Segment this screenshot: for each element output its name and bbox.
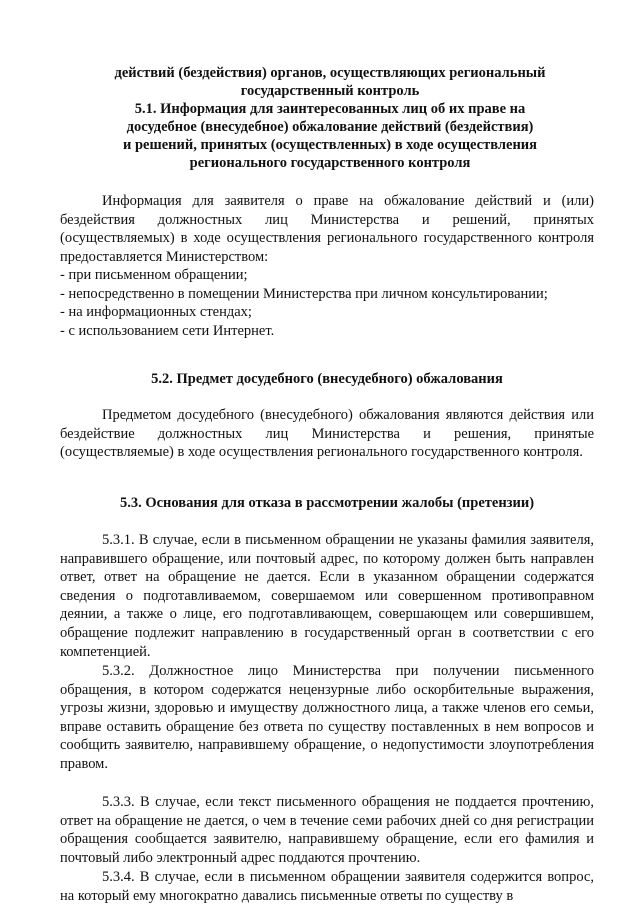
s52-heading: 5.2. Предмет досудебного (внесудебного) обжалования — [151, 371, 503, 387]
s53-paragraph-2: 5.3.2. Должностное лицо Министерства при получении письменного обращения, в котором содержатся нецензурные либо оскорбительные выражения, угрозы жизни, здоровью и имуществу должностного лица, а также членов его семьи, вправе оставить обращение без ответа по существу поставленных в нем вопросов и сообщить заявителю, направившему обращение, о недопустимости злоупотребления правом. — [60, 663, 594, 772]
s52-paragraph: Предметом досудебного (внесудебного) обжалования являются действия или бездействие должностных лиц Министерства и решения, принятые (осуществляемые) в ходе осуществления регионального государственного контроля. — [60, 407, 594, 461]
s51-channel-list — [60, 266, 594, 340]
s53-paragraph-4: 5.3.4. В случае, если в письменном обращении заявителя содержится вопрос, на который ему многократно давались письменные ответы по существу в — [60, 869, 594, 904]
list-item: - на информационных стендах; — [60, 304, 252, 321]
heading-line: государственный контроль — [240, 83, 420, 99]
section-title-line: досудебное (внесудебное) обжалование действий (бездействия) — [126, 119, 534, 135]
section-title-line: регионального государственного контроля — [189, 155, 471, 171]
s51-intro-paragraph: Информация для заявителя о праве на обжалование действий и (или) бездействия должностных лиц Министерства и решений, принятых (осуществляемых) в ходе осуществления регионального государственного контроля предоставляется Министерством: — [60, 193, 594, 265]
s53-paragraph-1: 5.3.1. В случае, если в письменном обращении не указаны фамилия заявителя, направившего обращение, или почтовый адрес, по которому должен быть направлен ответ, ответ на обращение не дается. Если в указанном обращении содержатся сведения о подготавливаемом, совершаемом или совершенном противоправном деянии, а также о лице, его подготавливающем, совершающем или совершившем, обращение подлежит направлению в государственный орган в соответствии с его компетенцией. — [60, 532, 594, 660]
s53-paragraph-3: 5.3.3. В случае, если текст письменного обращения не поддается прочтению, ответ на обращение не дается, о чем в течение семи рабочих дней со дня регистрации обращения сообщается заявителю, направившему обращение, если его фамилия и почтовый либо электронный адрес поддаются прочтению. — [60, 794, 594, 866]
list-item: - с использованием сети Интернет. — [60, 322, 275, 339]
s53-heading: 5.3. Основания для отказа в рассмотрении жалобы (претензии) — [119, 495, 535, 511]
page-heading — [60, 64, 600, 172]
section-title-line: и решений, принятых (осуществленных) в ходе осуществления — [123, 137, 537, 153]
list-item: - при письменном обращении; — [60, 267, 248, 283]
section-title-line: 5.1. Информация для заинтересованных лиц об их праве на — [134, 101, 526, 117]
list-item: - непосредственно в помещении Министерства при личном консультировании; — [60, 285, 548, 302]
heading-line: действий (бездействия) органов, осуществляющих региональный — [114, 65, 546, 81]
